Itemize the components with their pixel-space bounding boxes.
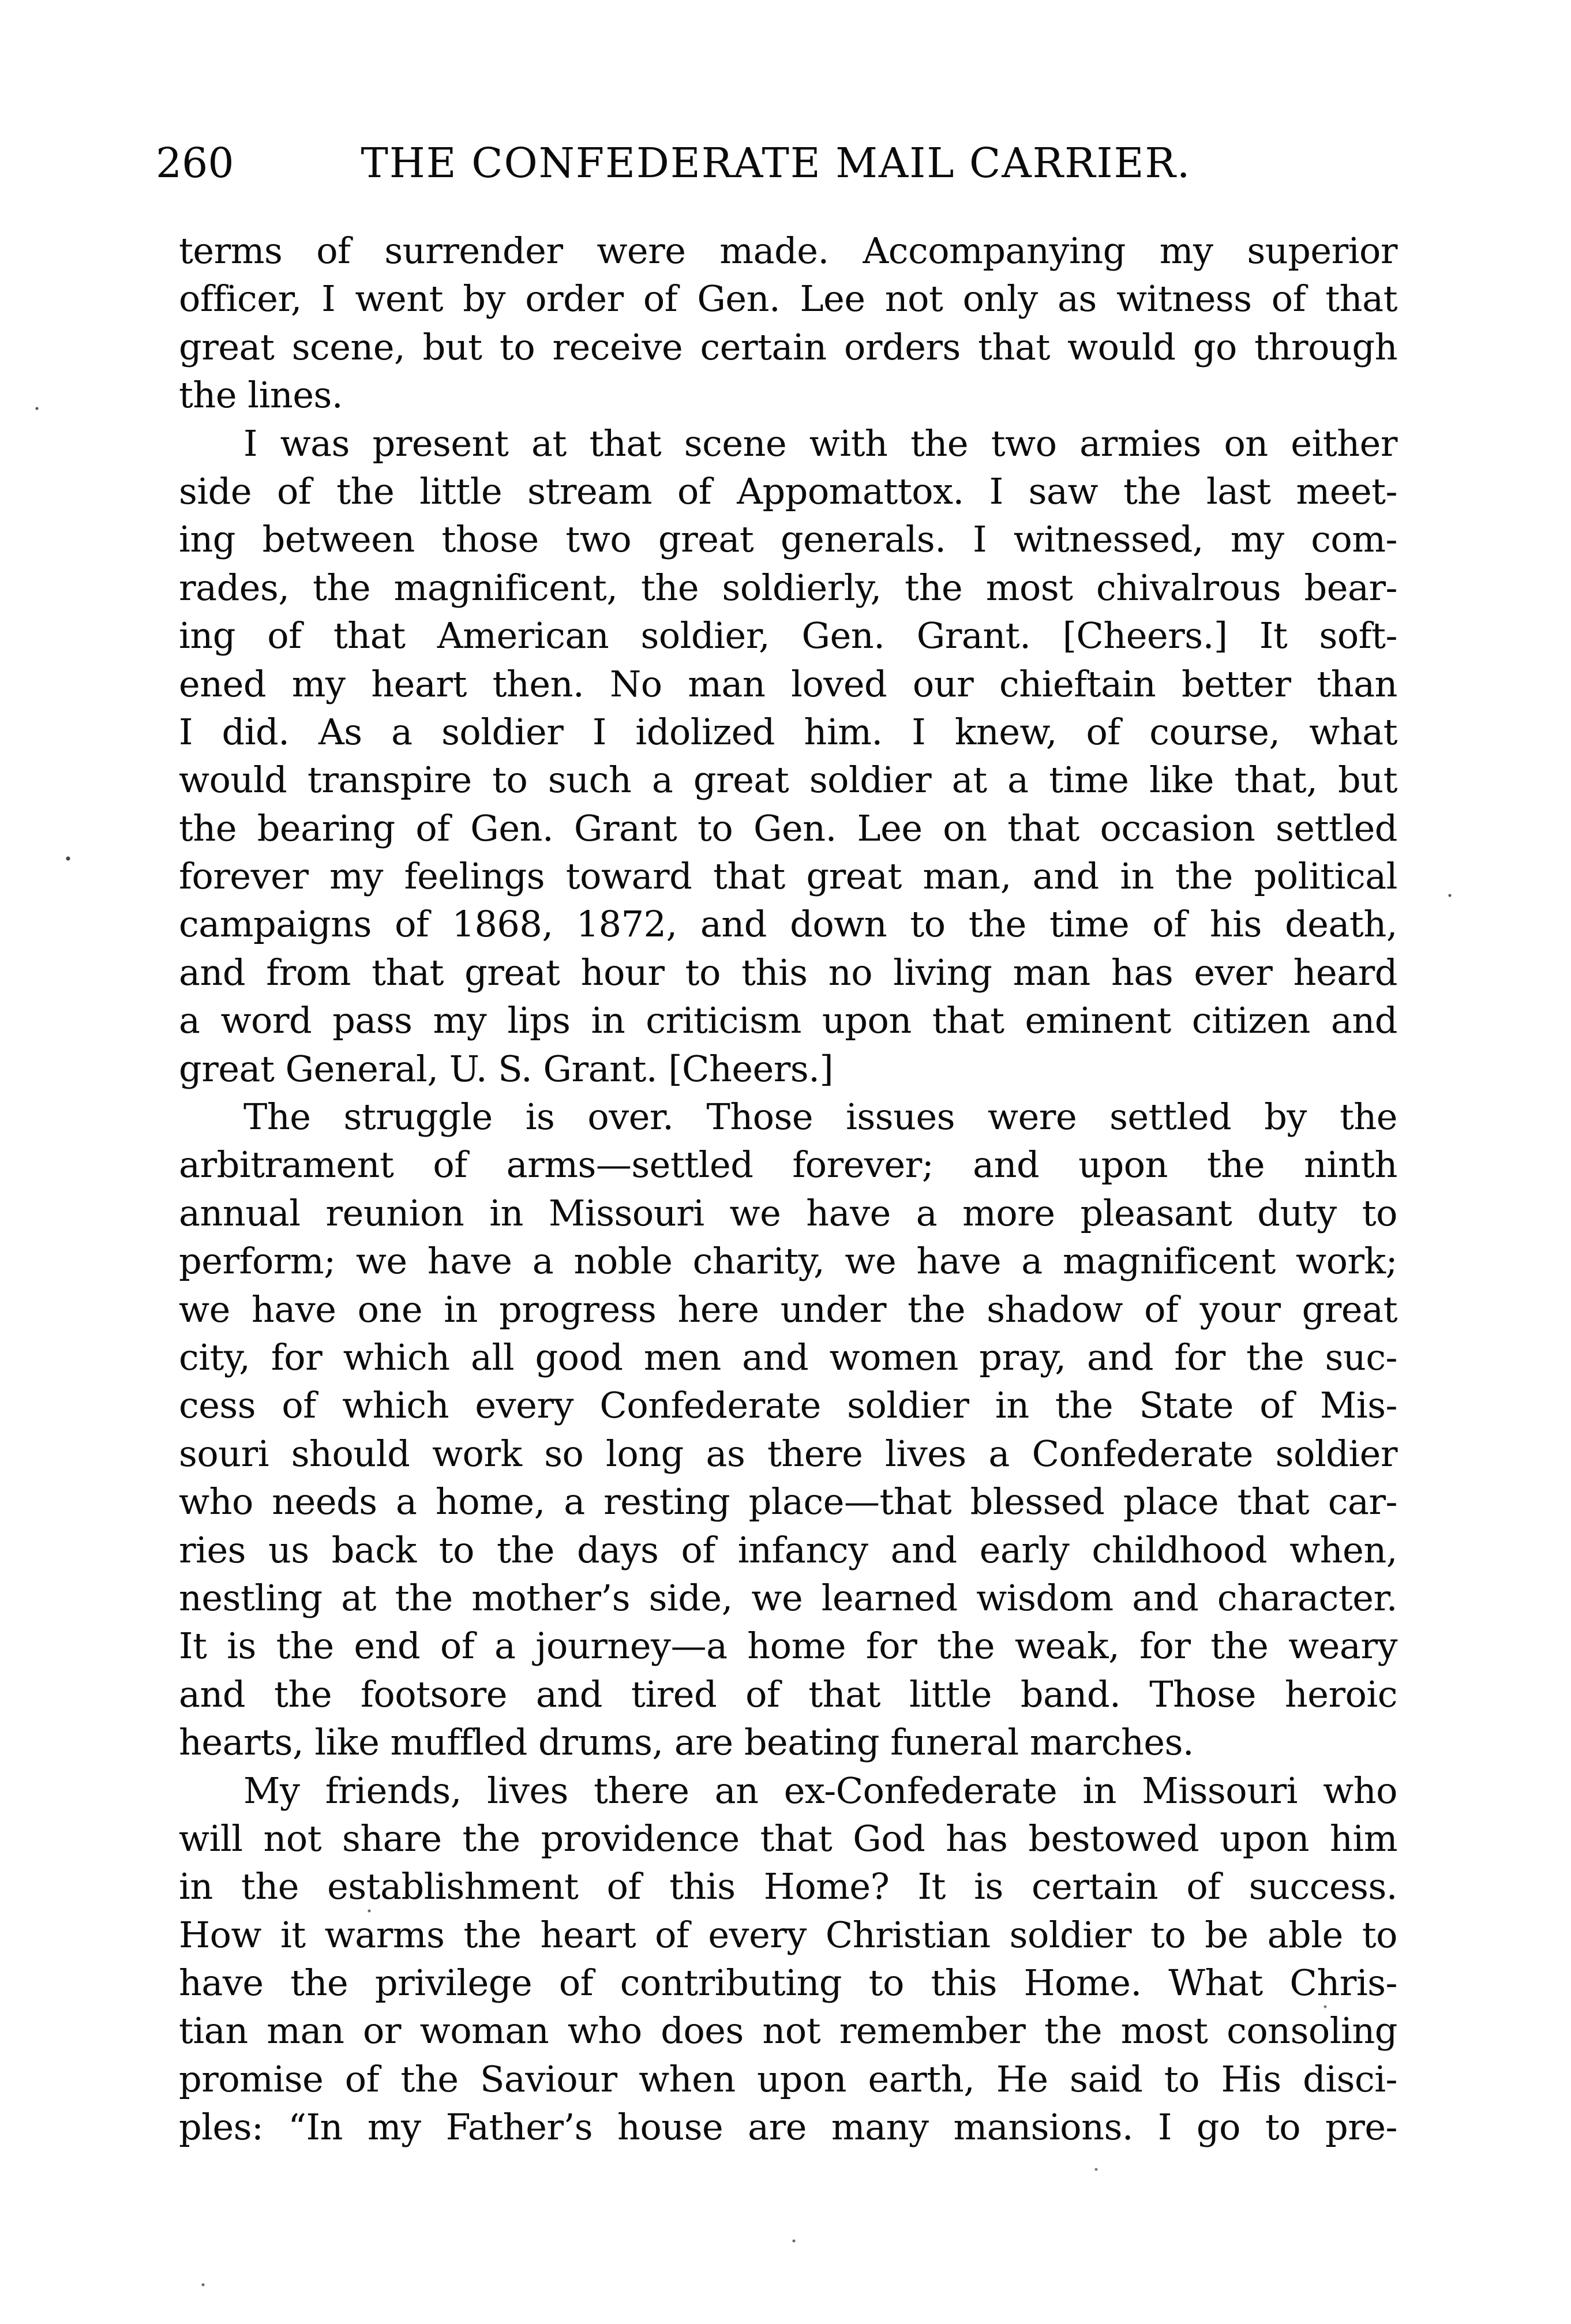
text-line: and the footsore and tired of that little band. Those heroic [179,1673,1397,1715]
text-line: souri should work so long as there lives a Confederate soldier [179,1432,1397,1475]
text-line: ened my heart then. No man loved our chieftain better than [179,662,1397,705]
text-line: ries us back to the days of infancy and early childhood when, [179,1528,1397,1571]
text-line: perform; we have a noble charity, we have a magnificent work; [179,1240,1397,1283]
text-line: will not share the providence that God has bestowed upon him [179,1817,1397,1860]
text-line: My friends, lives there an ex-Confederate in Missouri who [243,1769,1397,1812]
page-number: 260 [156,139,234,187]
page-title: THE CONFEDERATE MAIL CARRIER. [361,139,1191,187]
text-line: tian man or woman who does not remember the most consoling [179,2010,1397,2052]
text-line: we have one in progress here under the shadow of your great [179,1288,1397,1330]
text-line: ing of that American soldier, Gen. Grant. [Cheers.] It soft- [179,614,1397,657]
text-line: The struggle is over. Those issues were settled by the [243,1096,1397,1138]
text-line: rades, the magnificent, the soldierly, the most chivalrous bear- [179,566,1397,609]
text-line: campaigns of 1868, 1872, and down to the time of his death, [179,903,1397,946]
text-line: forever my feelings toward that great man, and in the political [179,855,1397,898]
text-line: arbitrament of arms—settled forever; and upon the ninth [179,1144,1397,1186]
text-line: in the establishment of this Home? It is certain of success. [179,1865,1397,1908]
text-line: a word pass my lips in criticism upon that eminent citizen and [179,999,1397,1042]
text-line: officer, I went by order of Gen. Lee not only as witness of that [179,278,1397,320]
text-line: city, for which all good men and women pray, and for the suc- [179,1336,1397,1378]
text-line: side of the little stream of Appomattox. I saw the last meet- [179,470,1397,512]
text-line: hearts, like muffled drums, are beating funeral marches. [179,1721,1194,1764]
text-line: great scene, but to receive certain orders that would go through [179,325,1397,368]
text-line: I did. As a soldier I idolized him. I knew, of course, what [179,710,1397,753]
text-line: who needs a home, a resting place—that blessed place that car- [179,1480,1397,1523]
page-header [156,137,1396,189]
text-line: annual reunion in Missouri we have a more pleasant duty to [179,1191,1397,1234]
text-line: the bearing of Gen. Grant to Gen. Lee on that occasion settled [179,807,1397,849]
text-line: terms of surrender were made. Accompanying my superior [179,230,1397,272]
text-line: promise of the Saviour when upon earth, He said to His disci- [179,2057,1397,2100]
text-line: great General, U. S. Grant. [Cheers.] [179,1047,834,1090]
text-line: have the privilege of contributing to this Home. What Chris- [179,1962,1397,2004]
text-line: ples: “In my Father’s house are many mansions. I go to pre- [179,2106,1397,2149]
text-line: I was present at that scene with the two armies on either [243,422,1397,464]
text-line: How it warms the heart of every Christian soldier to be able to [179,1913,1397,1956]
text-line: cess of which every Confederate soldier in the State of Mis- [179,1384,1397,1427]
page-text [179,227,1397,2151]
text-line: It is the end of a journey—a home for the weak, for the weary [179,1625,1397,1667]
text-line: would transpire to such a great soldier at a time like that, but [179,759,1397,801]
text-line: the lines. [179,374,343,417]
text-line: and from that great hour to this no living man has ever heard [179,951,1397,994]
text-line: nestling at the mother’s side, we learned wisdom and character. [179,1576,1397,1619]
text-line: ing between those two great generals. I witnessed, my com- [179,518,1397,561]
